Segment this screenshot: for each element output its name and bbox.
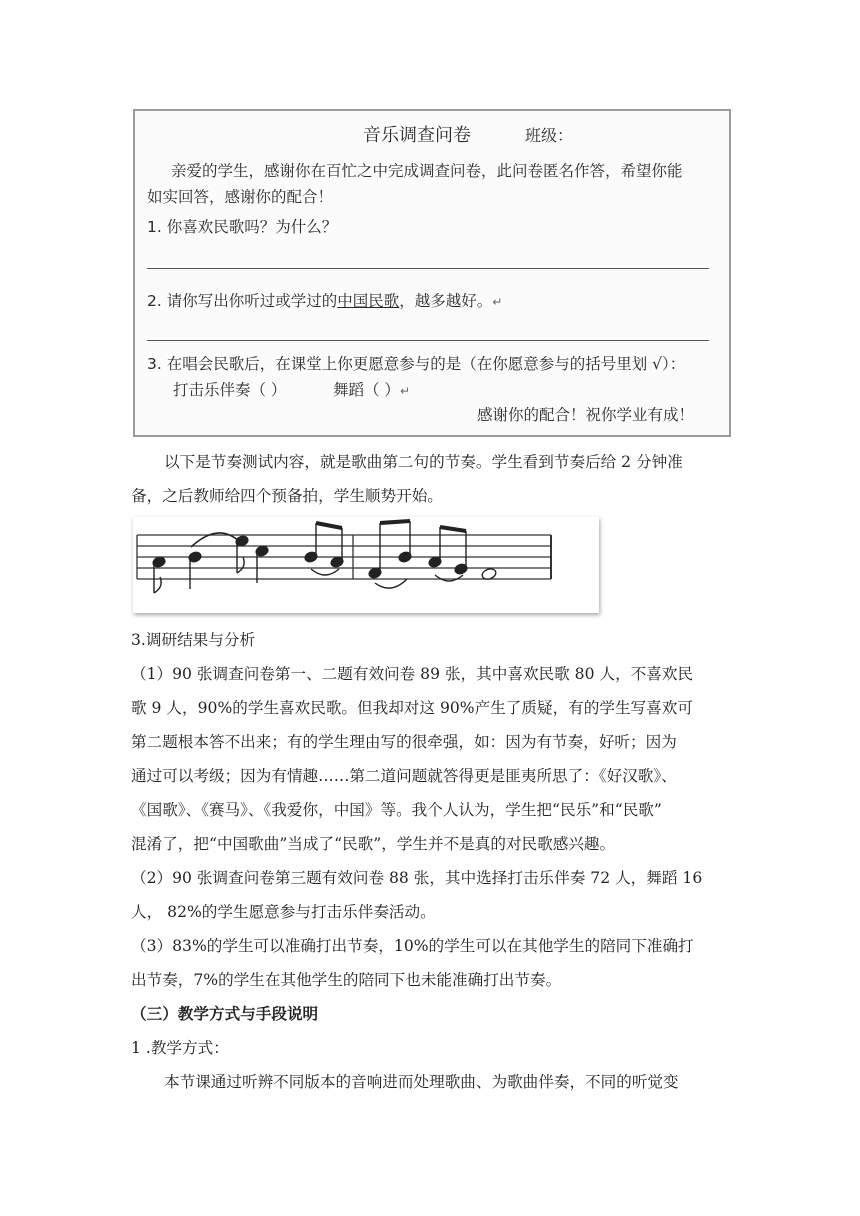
teaching-method-subheading: 1 .教学方式： xyxy=(131,1039,229,1057)
teaching-methods-heading: （三）教学方式与手段说明 xyxy=(131,1004,319,1023)
result1-line3: 第二题根本答不出来；有的学生理由写的很牵强，如：因为有节奏，好听；因为 xyxy=(131,733,677,751)
option-dance-text: 舞蹈（ ） xyxy=(333,381,400,399)
survey-question-1: 1. 你喜欢民歌吗？为什么？ xyxy=(147,218,338,236)
result1-line5: 《国歌》、《赛马》、《我爱你，中国》等。我个人认为，学生把“民乐”和“民歌” xyxy=(131,801,662,819)
return-mark-2: ↵ xyxy=(399,384,410,398)
result1-line4: 通过可以考级；因为有情趣……第二道问题就答得更是匪夷所思了：《好汉歌》、 xyxy=(131,767,677,785)
result1-line6: 混淆了，把“中国歌曲”当成了“民歌”，学生并不是真的对民歌感兴趣。 xyxy=(131,835,616,853)
answer-line-2 xyxy=(147,340,709,341)
music-staff-image xyxy=(133,517,599,613)
section-3-title: 3.调研结果与分析 xyxy=(131,631,256,649)
staff-notation xyxy=(133,517,599,613)
result3-line1: （3）83%的学生可以准确打出节奏，10%的学生可以在其他学生的陪同下准确打 xyxy=(131,937,694,955)
option-dance xyxy=(333,378,410,400)
option-percussion: 打击乐伴奏（ ） xyxy=(173,381,287,399)
q2-suffix: ，越多越好。 xyxy=(399,292,493,310)
q2-prefix: 2. 请你写出你听过或学过的 xyxy=(147,292,338,310)
survey-class-label: 班级： xyxy=(525,126,574,145)
survey-thanks: 感谢你的配合！祝你学业有成！ xyxy=(477,406,695,424)
teaching-method-line1: 本节课通过听辨不同版本的音响进而处理歌曲、为歌曲伴奏，不同的听觉变 xyxy=(164,1073,679,1091)
survey-intro-line2: 如实回答，感谢你的配合！ xyxy=(147,188,334,206)
return-mark: ↵ xyxy=(492,295,503,309)
survey-question-2 xyxy=(147,289,502,311)
result3-line2: 出节奏，7%的学生在其他学生的陪同下也未能准确打出节奏。 xyxy=(131,971,562,989)
survey-intro-line1: 亲爱的学生，感谢你在百忙之中完成调查问卷，此问卷匿名作答，希望你能 xyxy=(171,162,683,180)
answer-line-1 xyxy=(147,268,709,269)
rhythm-intro-line2: 备，之后教师给四个预备拍，学生顺势开始。 xyxy=(131,487,443,505)
result1-line1: （1）90 张调查问卷第一、二题有效问卷 89 张，其中喜欢民歌 80 人，不喜欢民 xyxy=(131,665,694,683)
result2-line2: 人， 82%的学生愿意参与打击乐伴奏活动。 xyxy=(131,903,436,921)
result1-line2: 歌 9 人，90%的学生喜欢民歌。但我却对这 90%产生了质疑，有的学生写喜欢可 xyxy=(131,699,693,717)
survey-question-3: 3. 在唱会民歌后，在课堂上你更愿意参与的是（在你愿意参与的括号里划 √）： xyxy=(147,355,686,373)
result2-line1: （2）90 张调查问卷第三题有效问卷 88 张，其中选择打击乐伴奏 72 人，舞蹈 16 xyxy=(131,869,703,887)
rhythm-intro-line1: 以下是节奏测试内容，就是歌曲第二句的节奏。学生看到节奏后给 2 分钟准 xyxy=(164,453,683,471)
survey-title: 音乐调查问卷 xyxy=(363,125,471,146)
q2-underlined-text: 中国民歌 xyxy=(337,292,400,310)
questionnaire-image xyxy=(133,109,731,437)
